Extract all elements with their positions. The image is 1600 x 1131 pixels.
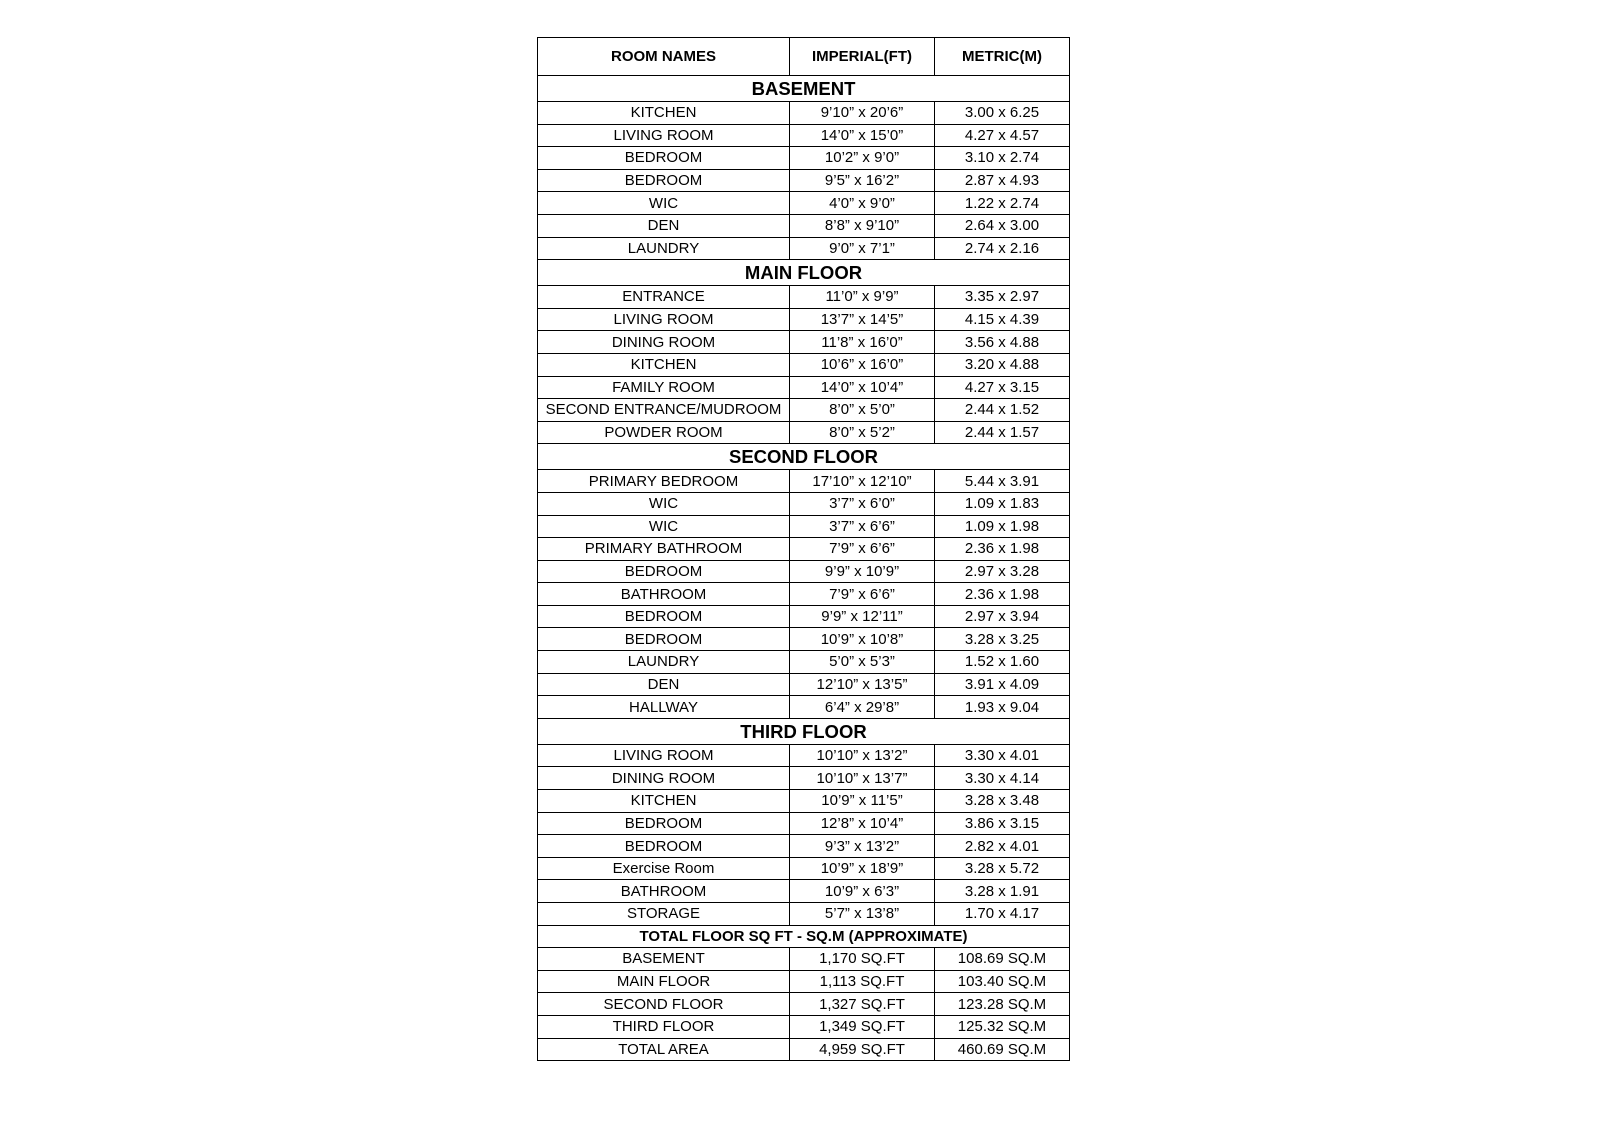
room-imperial: 9’0” x 7’1” xyxy=(790,237,935,260)
totals-row xyxy=(538,948,1070,971)
room-imperial: 13’7” x 14’5” xyxy=(790,308,935,331)
room-name: ENTRANCE xyxy=(538,286,790,309)
table-row xyxy=(538,124,1070,147)
room-name: BEDROOM xyxy=(538,628,790,651)
room-metric: 2.44 x 1.57 xyxy=(935,421,1070,444)
table-row xyxy=(538,628,1070,651)
room-imperial: 10’9” x 6’3” xyxy=(790,880,935,903)
table-row xyxy=(538,812,1070,835)
table-row xyxy=(538,421,1070,444)
room-imperial: 9’9” x 10’9” xyxy=(790,560,935,583)
table-row xyxy=(538,308,1070,331)
total-metric: 103.40 SQ.M xyxy=(935,970,1070,993)
room-imperial: 9’10” x 20’6” xyxy=(790,102,935,125)
room-imperial: 10’10” x 13’2” xyxy=(790,744,935,767)
room-name: BEDROOM xyxy=(538,560,790,583)
room-name: LIVING ROOM xyxy=(538,308,790,331)
table-row xyxy=(538,790,1070,813)
room-imperial: 12’10” x 13’5” xyxy=(790,673,935,696)
room-imperial: 12’8” x 10’4” xyxy=(790,812,935,835)
room-imperial: 7’9” x 6’6” xyxy=(790,583,935,606)
table-row xyxy=(538,102,1070,125)
total-metric: 460.69 SQ.M xyxy=(935,1038,1070,1061)
room-metric: 5.44 x 3.91 xyxy=(935,470,1070,493)
room-metric: 2.36 x 1.98 xyxy=(935,538,1070,561)
totals-title: TOTAL FLOOR SQ FT - SQ.M (APPROXIMATE) xyxy=(538,925,1070,948)
room-imperial: 5’7” x 13’8” xyxy=(790,903,935,926)
room-metric: 3.20 x 4.88 xyxy=(935,353,1070,376)
table-row xyxy=(538,237,1070,260)
room-metric: 3.30 x 4.14 xyxy=(935,767,1070,790)
room-name: DEN xyxy=(538,673,790,696)
room-metric: 3.28 x 3.48 xyxy=(935,790,1070,813)
room-name: BEDROOM xyxy=(538,147,790,170)
room-metric: 3.28 x 3.25 xyxy=(935,628,1070,651)
room-imperial: 10’2” x 9’0” xyxy=(790,147,935,170)
room-imperial: 6’4” x 29’8” xyxy=(790,696,935,719)
section-title: SECOND FLOOR xyxy=(538,444,1070,470)
table-row xyxy=(538,696,1070,719)
total-imperial: 1,113 SQ.FT xyxy=(790,970,935,993)
room-name: POWDER ROOM xyxy=(538,421,790,444)
room-metric: 3.10 x 2.74 xyxy=(935,147,1070,170)
room-metric: 2.44 x 1.52 xyxy=(935,399,1070,422)
room-name: PRIMARY BEDROOM xyxy=(538,470,790,493)
header-imperial: IMPERIAL(FT) xyxy=(790,38,935,76)
table-row xyxy=(538,376,1070,399)
room-imperial: 14’0” x 15’0” xyxy=(790,124,935,147)
room-metric: 2.64 x 3.00 xyxy=(935,214,1070,237)
table-header-row xyxy=(538,38,1070,76)
room-imperial: 14’0” x 10’4” xyxy=(790,376,935,399)
room-name: KITCHEN xyxy=(538,353,790,376)
room-metric: 2.97 x 3.94 xyxy=(935,605,1070,628)
totals-row xyxy=(538,1038,1070,1061)
section-heading-row xyxy=(538,444,1070,470)
room-metric: 3.28 x 1.91 xyxy=(935,880,1070,903)
room-imperial: 11’8” x 16’0” xyxy=(790,331,935,354)
room-name: BEDROOM xyxy=(538,605,790,628)
total-imperial: 1,170 SQ.FT xyxy=(790,948,935,971)
room-imperial: 11’0” x 9’9” xyxy=(790,286,935,309)
room-metric: 3.30 x 4.01 xyxy=(935,744,1070,767)
room-metric: 1.52 x 1.60 xyxy=(935,651,1070,674)
total-imperial: 1,349 SQ.FT xyxy=(790,1015,935,1038)
room-imperial: 9’9” x 12’11” xyxy=(790,605,935,628)
room-imperial: 5’0” x 5’3” xyxy=(790,651,935,674)
room-imperial: 8’0” x 5’0” xyxy=(790,399,935,422)
table-row xyxy=(538,169,1070,192)
room-name: Exercise Room xyxy=(538,857,790,880)
room-metric: 3.56 x 4.88 xyxy=(935,331,1070,354)
room-imperial: 9’3” x 13’2” xyxy=(790,835,935,858)
room-imperial: 3’7” x 6’0” xyxy=(790,492,935,515)
room-metric: 3.28 x 5.72 xyxy=(935,857,1070,880)
room-imperial: 10’9” x 18’9” xyxy=(790,857,935,880)
total-floor-name: TOTAL AREA xyxy=(538,1038,790,1061)
section-title: BASEMENT xyxy=(538,76,1070,102)
room-imperial: 7’9” x 6’6” xyxy=(790,538,935,561)
table-row xyxy=(538,903,1070,926)
room-name: BATHROOM xyxy=(538,583,790,606)
room-name: LAUNDRY xyxy=(538,651,790,674)
section-heading-row xyxy=(538,76,1070,102)
total-imperial: 4,959 SQ.FT xyxy=(790,1038,935,1061)
room-name: BEDROOM xyxy=(538,812,790,835)
room-metric: 1.09 x 1.98 xyxy=(935,515,1070,538)
room-metric: 3.91 x 4.09 xyxy=(935,673,1070,696)
room-name: DINING ROOM xyxy=(538,331,790,354)
section-title: MAIN FLOOR xyxy=(538,260,1070,286)
room-name: BEDROOM xyxy=(538,835,790,858)
header-room-names: ROOM NAMES xyxy=(538,38,790,76)
room-name: HALLWAY xyxy=(538,696,790,719)
totals-row xyxy=(538,1015,1070,1038)
table-row xyxy=(538,515,1070,538)
room-metric: 3.00 x 6.25 xyxy=(935,102,1070,125)
room-name: LAUNDRY xyxy=(538,237,790,260)
total-floor-name: SECOND FLOOR xyxy=(538,993,790,1016)
table-row xyxy=(538,538,1070,561)
table-row xyxy=(538,192,1070,215)
room-name: WIC xyxy=(538,492,790,515)
room-metric: 1.70 x 4.17 xyxy=(935,903,1070,926)
room-dimensions-table xyxy=(537,37,1070,1061)
room-name: FAMILY ROOM xyxy=(538,376,790,399)
room-metric: 2.97 x 3.28 xyxy=(935,560,1070,583)
section-title: THIRD FLOOR xyxy=(538,718,1070,744)
room-metric: 4.27 x 4.57 xyxy=(935,124,1070,147)
room-imperial: 10’9” x 10’8” xyxy=(790,628,935,651)
room-imperial: 10’10” x 13’7” xyxy=(790,767,935,790)
table-row xyxy=(538,651,1070,674)
section-heading-row xyxy=(538,260,1070,286)
room-name: WIC xyxy=(538,192,790,215)
table-body xyxy=(538,76,1070,1061)
table-row xyxy=(538,399,1070,422)
table-row xyxy=(538,605,1070,628)
room-imperial: 10’6” x 16’0” xyxy=(790,353,935,376)
room-metric: 3.86 x 3.15 xyxy=(935,812,1070,835)
table-row xyxy=(538,744,1070,767)
total-floor-name: BASEMENT xyxy=(538,948,790,971)
total-metric: 108.69 SQ.M xyxy=(935,948,1070,971)
room-metric: 4.15 x 4.39 xyxy=(935,308,1070,331)
room-name: KITCHEN xyxy=(538,790,790,813)
room-metric: 2.82 x 4.01 xyxy=(935,835,1070,858)
total-metric: 123.28 SQ.M xyxy=(935,993,1070,1016)
totals-row xyxy=(538,970,1070,993)
table-row xyxy=(538,353,1070,376)
room-metric: 2.36 x 1.98 xyxy=(935,583,1070,606)
room-name: PRIMARY BATHROOM xyxy=(538,538,790,561)
room-imperial: 8’0” x 5’2” xyxy=(790,421,935,444)
table-row xyxy=(538,583,1070,606)
room-metric: 2.74 x 2.16 xyxy=(935,237,1070,260)
total-imperial: 1,327 SQ.FT xyxy=(790,993,935,1016)
section-heading-row xyxy=(538,718,1070,744)
total-floor-name: MAIN FLOOR xyxy=(538,970,790,993)
table-row xyxy=(538,470,1070,493)
room-imperial: 10’9” x 11’5” xyxy=(790,790,935,813)
room-metric: 3.35 x 2.97 xyxy=(935,286,1070,309)
total-floor-name: THIRD FLOOR xyxy=(538,1015,790,1038)
header-metric: METRIC(M) xyxy=(935,38,1070,76)
table-row xyxy=(538,857,1070,880)
room-imperial: 17’10” x 12’10” xyxy=(790,470,935,493)
table-row xyxy=(538,331,1070,354)
room-name: DINING ROOM xyxy=(538,767,790,790)
room-name: WIC xyxy=(538,515,790,538)
total-metric: 125.32 SQ.M xyxy=(935,1015,1070,1038)
room-name: LIVING ROOM xyxy=(538,124,790,147)
room-imperial: 9’5” x 16’2” xyxy=(790,169,935,192)
table-row xyxy=(538,492,1070,515)
table-row xyxy=(538,286,1070,309)
room-name: DEN xyxy=(538,214,790,237)
room-metric: 1.93 x 9.04 xyxy=(935,696,1070,719)
room-name: SECOND ENTRANCE/MUDROOM xyxy=(538,399,790,422)
room-name: KITCHEN xyxy=(538,102,790,125)
room-metric: 1.09 x 1.83 xyxy=(935,492,1070,515)
totals-heading-row xyxy=(538,925,1070,948)
table-row xyxy=(538,835,1070,858)
table-row xyxy=(538,767,1070,790)
room-metric: 4.27 x 3.15 xyxy=(935,376,1070,399)
room-imperial: 4’0” x 9’0” xyxy=(790,192,935,215)
room-name: STORAGE xyxy=(538,903,790,926)
totals-row xyxy=(538,993,1070,1016)
room-metric: 1.22 x 2.74 xyxy=(935,192,1070,215)
room-imperial: 8’8” x 9’10” xyxy=(790,214,935,237)
table-row xyxy=(538,147,1070,170)
table-row xyxy=(538,673,1070,696)
room-metric: 2.87 x 4.93 xyxy=(935,169,1070,192)
room-name: BATHROOM xyxy=(538,880,790,903)
room-imperial: 3’7” x 6’6” xyxy=(790,515,935,538)
room-name: BEDROOM xyxy=(538,169,790,192)
table-row xyxy=(538,214,1070,237)
table-row xyxy=(538,880,1070,903)
table-row xyxy=(538,560,1070,583)
room-name: LIVING ROOM xyxy=(538,744,790,767)
